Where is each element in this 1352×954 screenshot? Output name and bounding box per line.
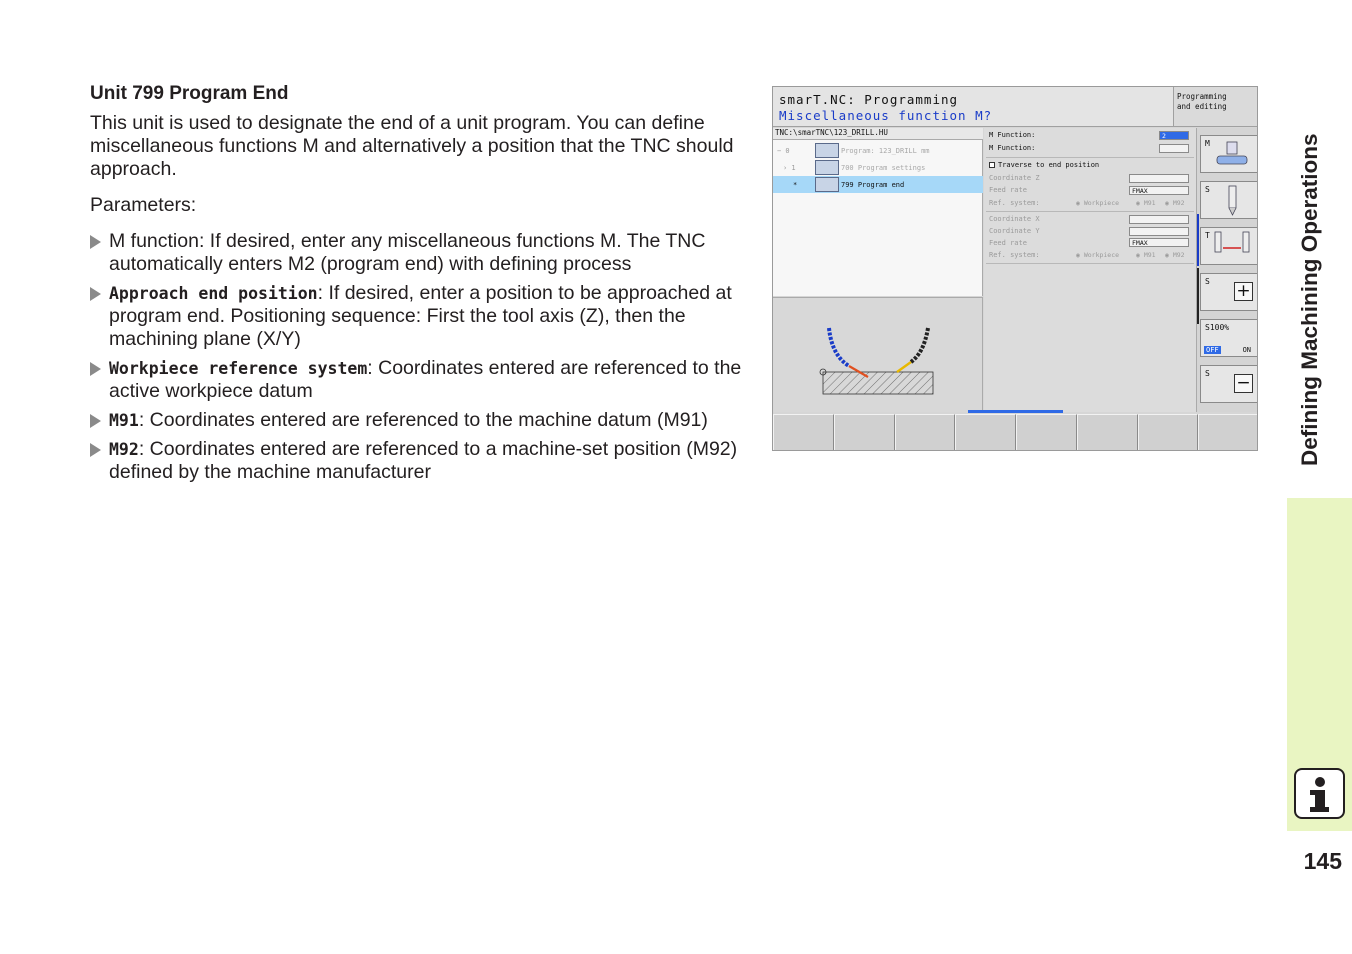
section-heading: Unit 799 Program End <box>90 83 289 104</box>
retract-path <box>911 328 928 362</box>
program-end-icon <box>815 177 839 192</box>
m-function-input-2[interactable] <box>1159 144 1189 153</box>
tree-path: TNC:\smarTNC\123_DRILL.HU <box>773 128 983 140</box>
parameters-label: Parameters: <box>90 194 197 216</box>
feed-rate-input[interactable]: FMAX <box>1129 186 1189 195</box>
m-softkey[interactable]: M <box>1200 135 1258 173</box>
text-column <box>90 82 742 490</box>
bullet-arrow-icon <box>90 414 101 428</box>
info-icon <box>1294 768 1345 819</box>
workpiece-shape <box>823 372 933 394</box>
parameter-item: Approach end position: If desired, enter a position to be approached at program end. Positioning sequence: First the tool axis (Z), then the machining plane (X/Y) <box>90 282 742 351</box>
intro-paragraph: This unit is used to designate the end of a unit program. You can define miscellaneous functions M and alternatively a position that the TNC should approach. <box>90 112 734 180</box>
radio-m92-2[interactable]: ◉ M92 <box>1165 251 1185 259</box>
parameter-list <box>90 230 742 484</box>
spindle-override-softkey[interactable]: S100% OFF ON <box>1200 319 1258 357</box>
tool-tip-right <box>897 362 911 372</box>
tree-row-selected[interactable]: * 799 Program end <box>773 176 983 193</box>
bullet-arrow-icon <box>90 235 101 249</box>
traverse-checkbox[interactable]: Traverse to end position <box>989 161 1099 169</box>
program-tree <box>773 128 983 296</box>
parameter-term: Workpiece reference system <box>109 359 368 378</box>
page-number: 145 <box>1303 848 1342 874</box>
chapter-title: Defining Machining Operations <box>1297 133 1322 466</box>
screen-title: smarT.NC: Programming <box>779 92 959 107</box>
softkey-1[interactable] <box>773 414 834 451</box>
parameter-item: M function: If desired, enter any miscellaneous functions M. The TNC automatically enters M2 (program end) with defining process <box>90 230 742 276</box>
parameter-item: M91: Coordinates entered are referenced to the machine datum (M91) <box>90 409 742 432</box>
softkey-row <box>773 413 1258 451</box>
settings-unit-icon <box>815 160 839 175</box>
radio-workpiece[interactable]: ◉ Workpiece <box>1076 199 1120 207</box>
coordinate-x-input[interactable] <box>1129 215 1189 224</box>
spindle-minus-softkey[interactable]: S − <box>1200 365 1258 403</box>
parameter-term: M91 <box>109 411 139 430</box>
m-function-input[interactable]: 2 <box>1159 131 1189 140</box>
t-softkey[interactable]: T <box>1200 227 1258 265</box>
softkey-4[interactable] <box>955 414 1016 451</box>
softkey-2[interactable] <box>834 414 895 451</box>
softkey-7[interactable] <box>1138 414 1199 451</box>
parameter-item: Workpiece reference system: Coordinates entered are referenced to the active workpiece datum <box>90 357 742 403</box>
radio-m91[interactable]: ◉ M91 <box>1136 199 1156 207</box>
minus-icon: − <box>1234 374 1253 393</box>
screen-question: Miscellaneous function M? <box>779 108 993 123</box>
radio-m91-2[interactable]: ◉ M91 <box>1136 251 1156 259</box>
bullet-arrow-icon <box>90 362 101 376</box>
softkey-8[interactable] <box>1198 414 1258 451</box>
tool-change-icon <box>1201 228 1258 266</box>
checkbox-icon <box>989 162 995 168</box>
parameter-form: M Function: 2 M Function: Traverse to end position Coordinate Z Feed rate FMAX Ref. system: ◉ Workpiece ◉ M91 ◉ M92 Coordinate X Coordinate Y Feed rate FMAX Ref. system: ◉ Workpiece ◉ M91 ◉ M92 <box>984 128 1196 412</box>
parameter-item: M92: Coordinates entered are referenced to a machine-set position (M92) defined by the machine manufacturer <box>90 438 742 484</box>
spindle-icon <box>1201 136 1258 174</box>
side-softkeys <box>1196 128 1258 412</box>
program-icon <box>815 143 839 158</box>
approach-path <box>829 328 849 366</box>
screen-header <box>773 87 1173 127</box>
spindle-plus-softkey[interactable]: S + <box>1200 273 1258 311</box>
on-label: ON <box>1242 346 1251 354</box>
tree-row[interactable]: − 0 Program: 123_DRILL mm <box>773 142 983 159</box>
plus-icon: + <box>1234 282 1253 301</box>
tnc-screenshot <box>772 86 1258 451</box>
coordinate-y-input[interactable] <box>1129 227 1189 236</box>
softkey-6[interactable] <box>1077 414 1138 451</box>
tool-icon <box>1201 182 1258 220</box>
radio-workpiece-2[interactable]: ◉ Workpiece <box>1076 251 1120 259</box>
softkey-3[interactable] <box>895 414 956 451</box>
coordinate-z-input[interactable] <box>1129 174 1189 183</box>
radio-m92[interactable]: ◉ M92 <box>1165 199 1185 207</box>
bullet-arrow-icon <box>90 287 101 301</box>
mode-indicator: Programming and editing <box>1173 87 1258 127</box>
tool-path-graphic <box>773 298 983 413</box>
parameter-term: M92 <box>109 440 139 459</box>
tool-path-preview <box>773 297 983 412</box>
bullet-arrow-icon <box>90 443 101 457</box>
tree-row[interactable]: › 1 700 Program settings <box>773 159 983 176</box>
off-badge: OFF <box>1206 346 1219 354</box>
parameter-term: Approach end position <box>109 284 318 303</box>
s-softkey[interactable]: S <box>1200 181 1258 219</box>
feed-rate-input-2[interactable]: FMAX <box>1129 238 1189 247</box>
softkey-5[interactable] <box>1016 414 1077 451</box>
